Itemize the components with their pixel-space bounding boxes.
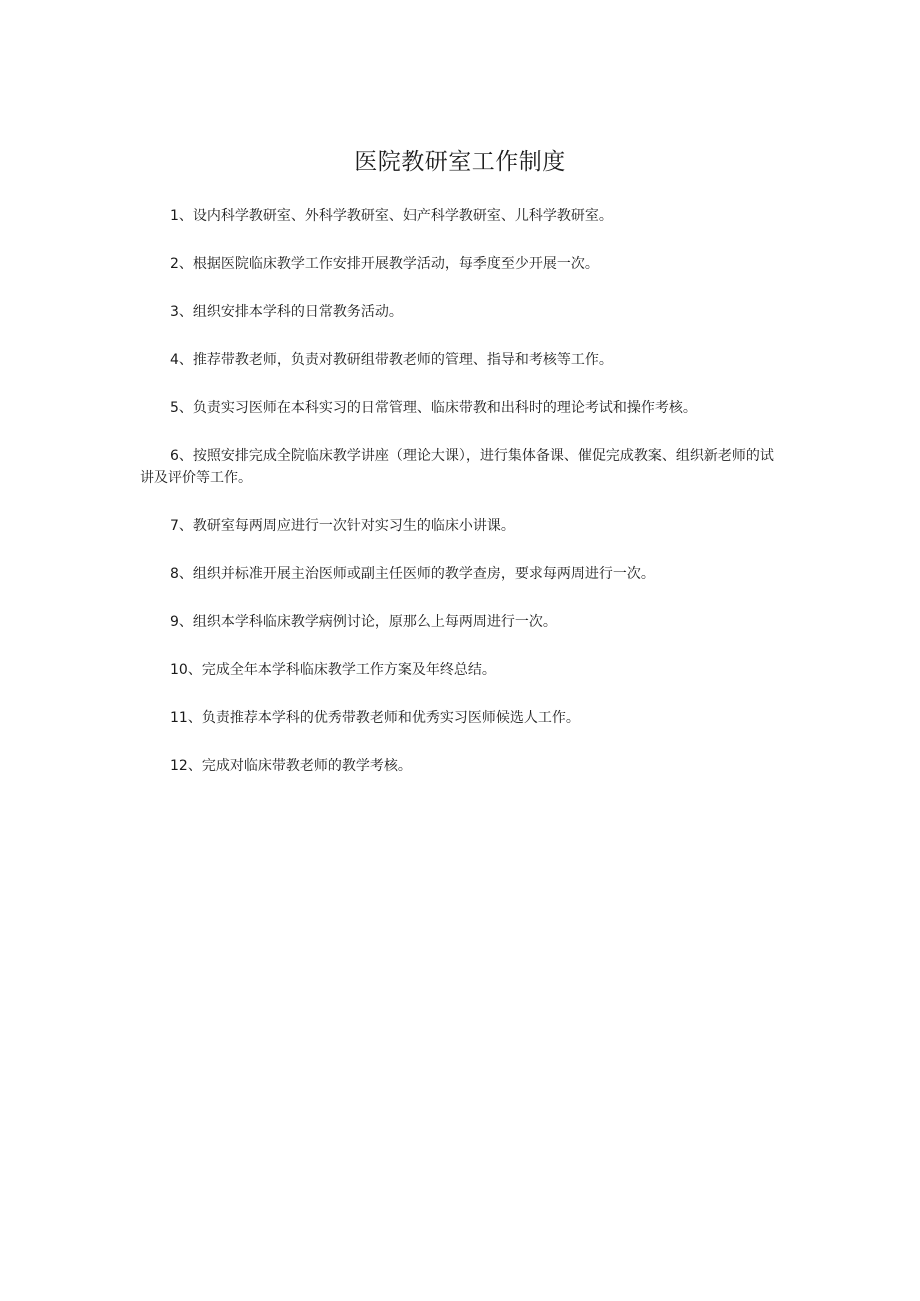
rules-list	[140, 205, 785, 803]
rule-item: 1、设内科学教研室、外科学教研室、妇产科学教研室、儿科学教研室。	[170, 208, 613, 224]
rule-item: 8、组织并标准开展主治医师或副主任医师的教学查房，要求每两周进行一次。	[170, 566, 655, 582]
rule-item: 3、组织安排本学科的日常教务活动。	[170, 304, 403, 320]
rule-item: 7、教研室每两周应进行一次针对实习生的临床小讲课。	[170, 518, 515, 534]
rule-item: 12、完成对临床带教老师的教学考核。	[170, 758, 412, 774]
rule-item: 6、按照安排完成全院临床教学讲座（理论大课），进行集体备课、催促完成教案、组织新老师的试讲及评价等工作。	[140, 448, 774, 486]
rule-item: 9、组织本学科临床教学病例讨论，原那么上每两周进行一次。	[170, 614, 557, 630]
rule-item: 10、完成全年本学科临床教学工作方案及年终总结。	[170, 662, 496, 678]
rule-item: 11、负责推荐本学科的优秀带教老师和优秀实习医师候选人工作。	[170, 710, 580, 726]
rule-item: 4、推荐带教老师，负责对教研组带教老师的管理、指导和考核等工作。	[170, 352, 613, 368]
rule-item: 5、负责实习医师在本科实习的日常管理、临床带教和出科时的理论考试和操作考核。	[170, 400, 697, 416]
document-title: 医院教研室工作制度	[354, 149, 566, 175]
rule-item: 2、根据医院临床教学工作安排开展教学活动，每季度至少开展一次。	[170, 256, 599, 272]
